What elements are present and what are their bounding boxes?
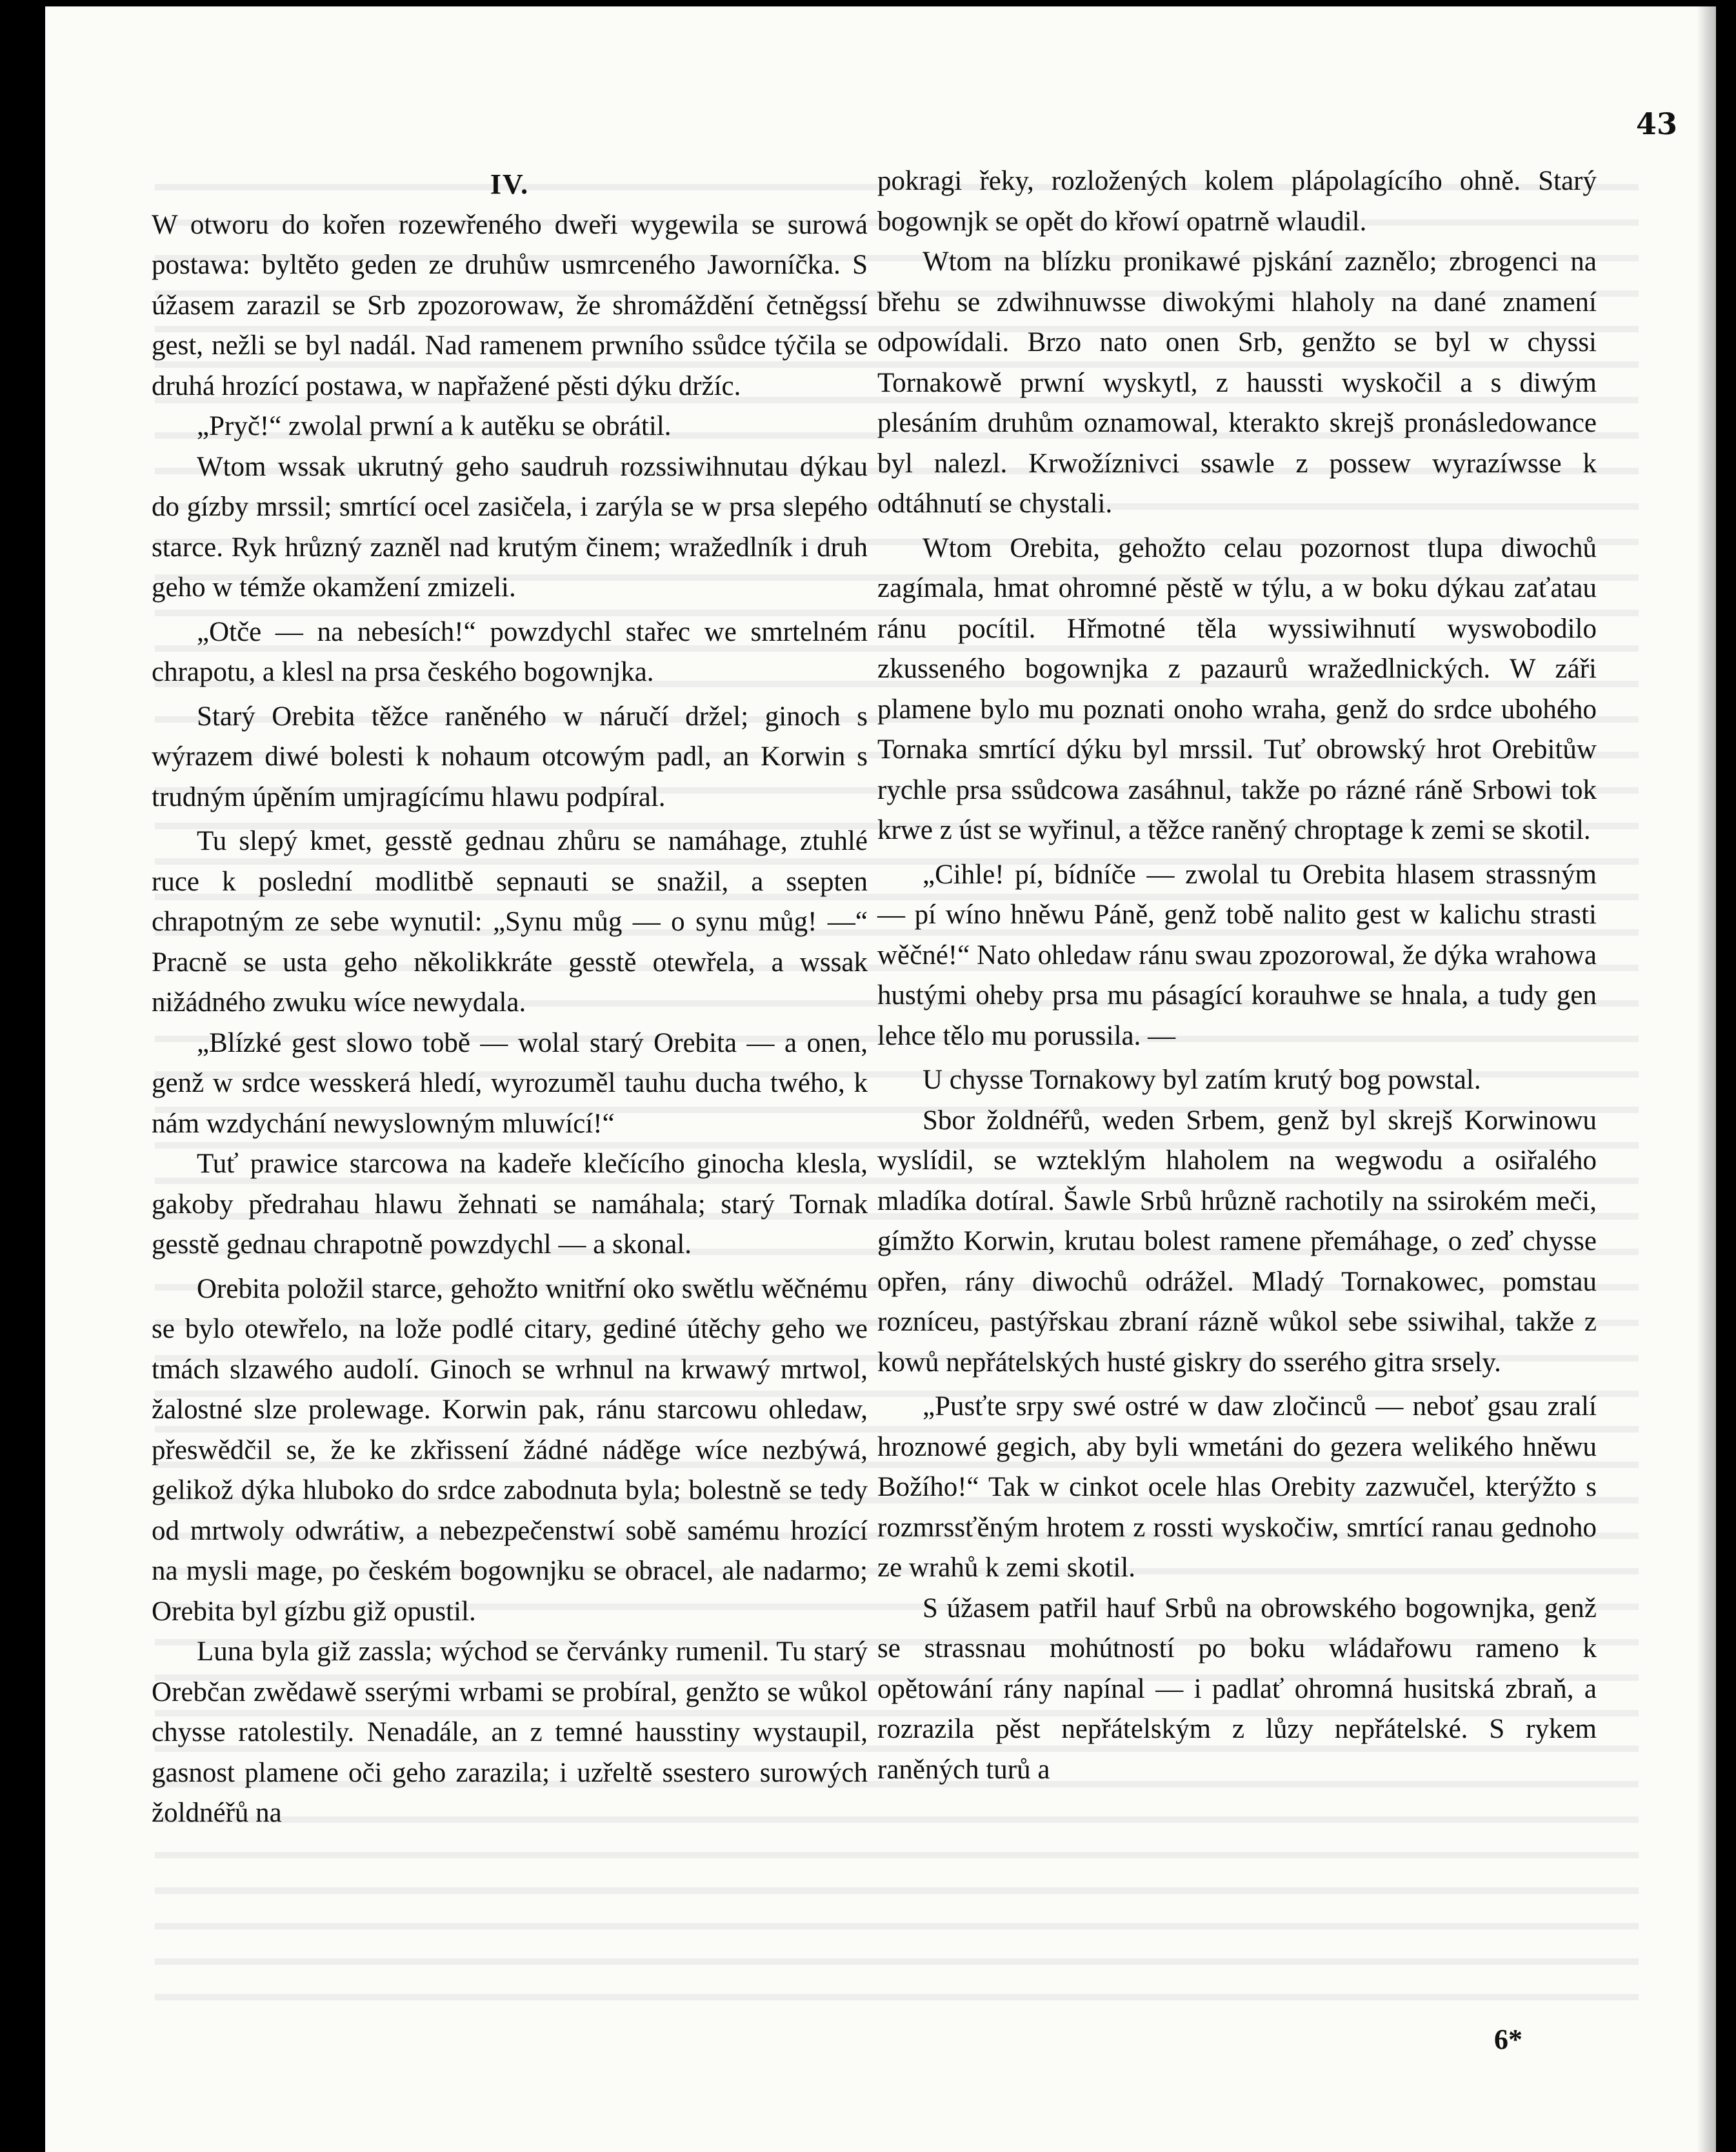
paragraph: pokragi řeky, rozložených kolem plápolagícího ohně. Starý bogownjk se opět do křowí opatrně wlaudil. xyxy=(877,166,1597,237)
printer-signature-mark: 6* xyxy=(1494,2024,1522,2055)
page-number: 43 xyxy=(1635,106,1677,141)
paragraph: Wtom Orebita, gehožto celau pozornost tlupa diwochů zagímala, hmat ohromné pěstě w týlu, a w boku dýkau zaťatau ránu pocítil. Hřmotné těla wyssiwihnutí wyswobodilo zkusseného bogownjka z pazaurů wražedlnických. W záři plamene bylo mu poznati onoho wraha, genž do srdce ubohého Tornaka smrtící dýku byl mrssil. Tuť obrowský hrot Orebitůw rychle prsa ssůdcowa zasáhnul, takže po rázné ráně Srbowi tok krwe z úst se wyřinul, a těžce raněný chroptage k zemi se skotil. xyxy=(877,532,1597,845)
left-column xyxy=(152,165,868,1834)
book-page xyxy=(45,6,1716,2152)
paragraph: Tuť prawice starcowa na kadeře klečícího ginocha klesla, gakoby předrahau hlawu žehnati se namáhala; starý Tornak gesstě gednau chrapotně powzdychl — a skonal. xyxy=(152,1149,868,1260)
paragraph: „Otče — na nebesích!“ powzdychl stařec we smrtelném chrapotu, a klesl na prsa českého bogownjka. xyxy=(152,616,868,687)
paragraph: W otworu do kořen rozewřeného dweři wygewila se surowá postawa: byltěto geden ze druhůw usmrceného Jaworníčka. S úžasem zarazil se Srb zpozorowaw, že shromáždění četněgssí gest, nežli se byl nadál. Nad ramenem prwního ssůdce týčila se druhá hrozící postawa, w napřažené pěsti dýku držíc. xyxy=(152,209,868,401)
paragraph: „Cihle! pí, bídníče — zwolal tu Orebita hlasem strassným — pí wíno hněwu Páně, genž tobě nalito gest w kalichu strasti wěčné!“ Nato ohledaw ránu swau zpozorowal, že dýka wrahowa hustými oheby prsa mu pásagící korauhwe se hnala, a tudy gen lehce tělo mu porussila. — xyxy=(877,859,1597,1051)
section-number: IV. xyxy=(490,168,530,200)
paragraph: Wtom wssak ukrutný geho saudruh rozssiwihnutau dýkau do gízby mrssil; smrtící ocel zasičela, i zarýla se w prsa slepého starce. Ryk hrůzný zazněl nad krutým činem; wražedlník i druh geho w témže okamžení zmizeli. xyxy=(152,451,868,603)
paragraph: S úžasem patřil hauf Srbů na obrowského bogownjka, genž se strassnau mohútností po boku wládařowu rameno k opětowání rány napínal — i padlať ohromná husitská zbraň, a rozrazila pěst nepřátelským z lůzy nepřátelské. S rykem raněných turů a xyxy=(877,1593,1597,1785)
paragraph: U chysse Tornakowy byl zatím krutý bog powstal. xyxy=(923,1065,1481,1095)
paragraph: Wtom na blízku pronikawé pjskání zaznělo; zbrogenci na břehu se zdwihnuwsse diwokými hlaholy na dané znamení odpowídali. Brzo nato onen Srb, genžto se byl w chyssi Tornakowě prwní wyskytl, z haussti wyskočil a s diwým plesáním druhům oznamowal, kterakto skrejš pronásledowance byl nalezl. Krwožíznivci ssawle z possew wyrazíwsse k odtáhnutí se chystali. xyxy=(877,246,1597,519)
paragraph: Orebita položil starce, gehožto wnitřní oko swětlu wěčnému se bylo otewřelo, na lože podlé citary, gediné útěchy geho we tmách slzawého audolí. Ginoch se wrhnul na krwawý mrtwol, žalostné slze prolewage. Korwin pak, ránu starcowu ohledaw, přeswědčil se, že ke zkřissení žádné náděge wíce nezbýwá, gelikož dýka hluboko do srdce zabodnuta byla; bolestně se tedy od mrtwoly odwrátiw, a nebezpečenstwí sobě samému hrozící na mysli mage, po českém bogownjku se obracel, ale nadarmo; Orebita byl gízbu giž opustil. xyxy=(152,1273,868,1627)
paragraph: Luna byla giž zassla; wýchod se červánky rumenil. Tu starý Orebčan zwědawě sserými wrbami se probíral, genžto se wůkol chysse ratolestily. Nenadále, an z temné hausstiny wystaupil, gasnost plamene oči geho zarazila; i uzřeltě ssestero surowých žoldnéřů na xyxy=(152,1636,868,1828)
paragraph: Starý Orebita těžce raněného w náručí držel; ginoch s wýrazem diwé bolesti k nohaum otcowým padl, an Korwin s trudným úpěním umjragícímu hlawu podpíral. xyxy=(152,701,868,812)
right-column xyxy=(877,161,1597,1790)
paragraph: „Pusťte srpy swé ostré w daw zločinců — neboť gsau zralí hroznowé gegich, aby byli wmetáni do gezera welikého hněwu Božího!“ Tak w cinkot ocele hlas Orebity zazwučel, kterýžto s rozmrssťěným hrotem z rossti wyskočiw, smrtící ranau gednoho ze wrahů k zemi skotil. xyxy=(877,1391,1597,1583)
paragraph: Sbor žoldnéřů, weden Srbem, genž byl skrejš Korwinowu wyslídil, se wzteklým hlaholem na wegwodu a osiřalého mladíka dotíral. Šawle Srbů hrůzně rachotily na ssirokém meči, gímžto Korwin, krutau bolest ramene přemáhage, o zeď chysse opřen, rány diwochů odrážel. Mladý Tornakowec, pomstau rozníceu, pastýřskau zbraní rázně wůkol sebe ssiwihal, takže z kowů nepřátelských husté giskry do sserého gitra srsely. xyxy=(877,1105,1597,1378)
page-edge-shadow xyxy=(1697,6,1716,2152)
paragraph: Tu slepý kmet, gesstě gednau zhůru se namáhage, ztuhlé ruce k poslední modlitbě sepnauti se snažil, a ssepten chrapotným ze sebe wynutil: „Synu můg — o synu můg! —“ Pracně se usta geho několikkráte gesstě otewřela, a wssak nižádného zwuku wíce newydala. xyxy=(152,826,868,1018)
paragraph: „Pryč!“ zwolal prwní a k autěku se obrátil. xyxy=(197,411,672,441)
paragraph: „Blízké gest slowo tobě — wolal starý Orebita — a onen, genž w srdce wesskerá hledí, wyrozuměl tauhu ducha twého, k nám wzdychání newyslowným mluwící!“ xyxy=(152,1027,868,1139)
